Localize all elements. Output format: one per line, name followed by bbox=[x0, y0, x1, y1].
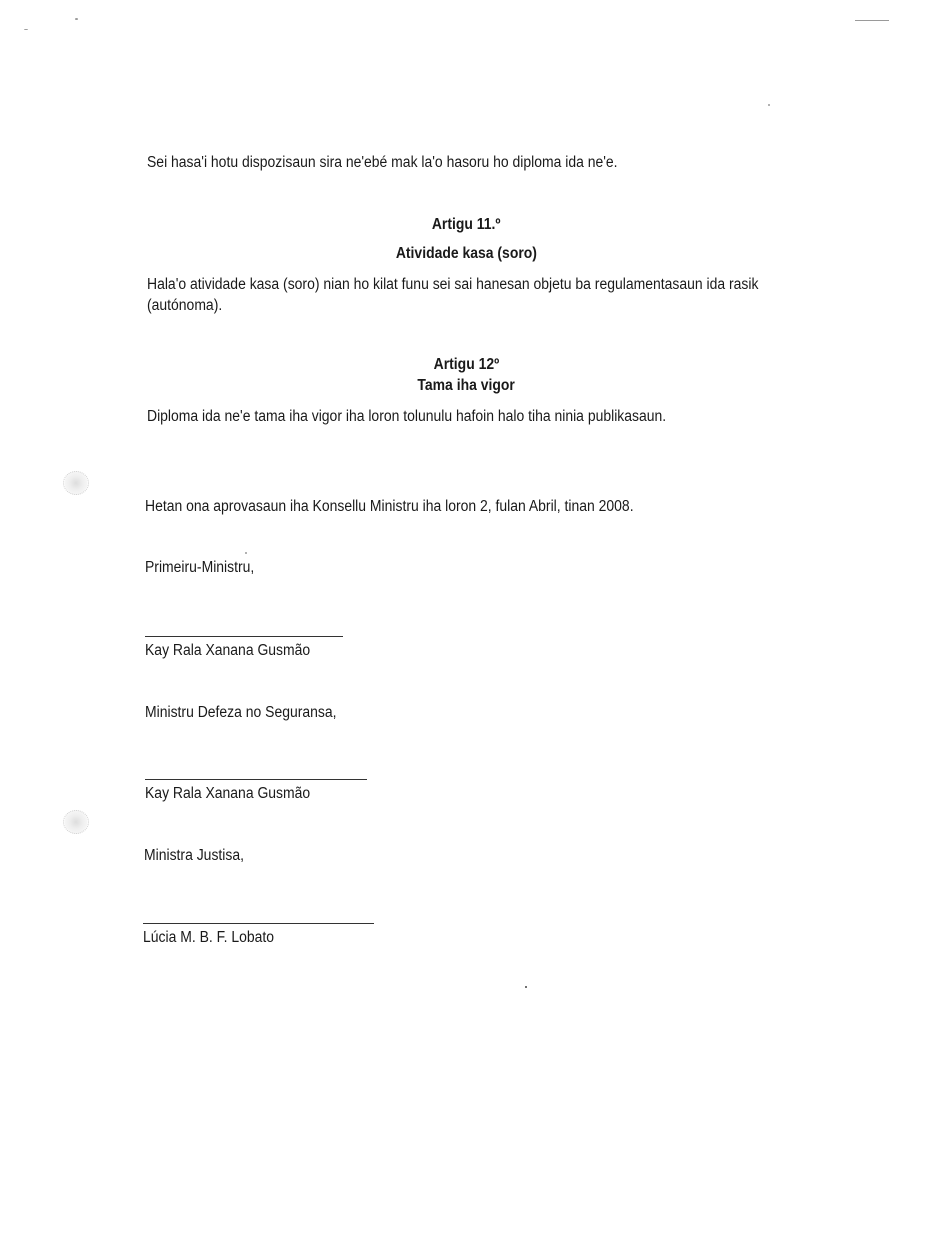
revocation-paragraph: Sei hasa'i hotu dispozisaun sira ne'ebé mak la'o hasoru ho diploma ida ne'e. bbox=[147, 154, 618, 171]
signatory-name-3: Lúcia M. B. F. Lobato bbox=[143, 929, 275, 946]
signatory-role-defense-minister: Ministru Defeza no Seguransa, bbox=[145, 704, 337, 721]
article-12-number: Artigu 12º bbox=[433, 356, 499, 373]
signatory-name-1: Kay Rala Xanana Gusmão bbox=[145, 642, 311, 659]
approval-statement: Hetan ona aprovasaun iha Konsellu Ministru iha loron 2, fulan Abril, tinan 2008. bbox=[145, 498, 634, 515]
scan-speck bbox=[855, 20, 889, 21]
signature-line-1 bbox=[145, 636, 343, 637]
scan-speck bbox=[768, 104, 770, 106]
article-11-number: Artigu 11.º bbox=[431, 216, 501, 233]
signature-line-3 bbox=[143, 923, 374, 924]
scan-speck bbox=[525, 986, 527, 988]
signatory-role-prime-minister: Primeiru-Ministru, bbox=[145, 559, 255, 576]
article-11-body-line-1: Hala'o atividade kasa (soro) nian ho kilat funu sei sai hanesan objetu ba regulamentasaun ida rasik bbox=[147, 276, 759, 293]
signature-line-2 bbox=[145, 779, 367, 780]
signatory-name-2: Kay Rala Xanana Gusmão bbox=[145, 785, 311, 802]
scan-hole-mark-2 bbox=[63, 810, 89, 834]
signatory-role-justice-minister: Ministra Justisa, bbox=[144, 847, 245, 864]
article-12-title: Tama iha vigor bbox=[417, 377, 515, 394]
scan-speck bbox=[245, 552, 247, 554]
article-11-title: Atividade kasa (soro) bbox=[395, 245, 537, 262]
scan-speck bbox=[75, 18, 78, 20]
article-12-body: Diploma ida ne'e tama iha vigor iha loron tolunulu hafoin halo tiha ninia publikasaun. bbox=[147, 408, 667, 425]
scan-hole-mark-1 bbox=[63, 471, 89, 495]
article-11-body-line-2: (autónoma). bbox=[147, 297, 223, 314]
scan-speck bbox=[24, 29, 28, 30]
